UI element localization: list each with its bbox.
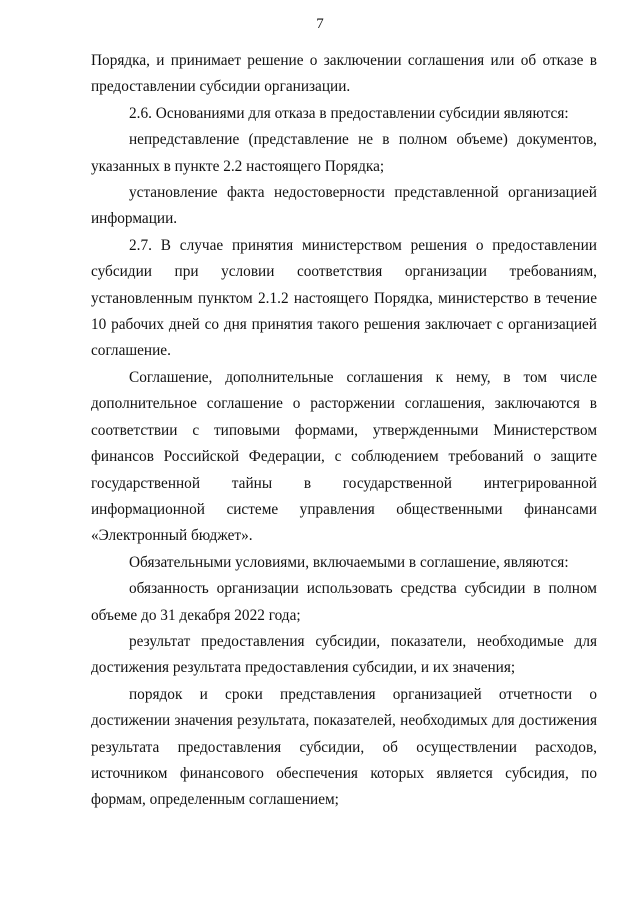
paragraph-mandatory-conditions: Обязательными условиями, включаемыми в соглашение, являются: — [129, 553, 569, 571]
paragraph-continuation: Порядка, и принимает решение о заключении соглашения или об отказе в предоставлении субсидии организации. — [91, 52, 597, 96]
paragraph-reporting-procedure: порядок и сроки представления организацией отчетности о достижении значения результата, показателей, необходимых для достижения результата предоставления субсидии, об осуществлении расходов, источником финансового обеспечения которых является субсидия, по формам, определенным соглашением; — [91, 685, 597, 809]
paragraph-agreement-forms: Соглашение, дополнительные соглашения к нему, в том числе дополнительное соглашение о расторжении соглашения, заключаются в соответствии с типовыми формами, утвержденными Министерством финансов Российской Федерации, с соблюдением требований о защите государственной тайны в государственной интегрированной информационной системе управления общественными финансами «Электронный бюджет». — [91, 368, 597, 545]
page-number: 7 — [316, 16, 324, 32]
paragraph-unreliable-info: установление факта недостоверности представленной организацией информации. — [91, 184, 597, 228]
paragraph-result-indicators: результат предоставления субсидии, показатели, необходимые для достижения результата предоставления субсидии, и их значения; — [91, 632, 597, 677]
paragraph-agreement-decision: 2.7. В случае принятия министерством решения о предоставлении субсидии при условии соответствия организации требованиям, установленным пунктом 2.1.2 настоящего Порядка, министерство в течение 10 рабочих дней со дня принятия такого решения заключает с организацией соглашение. — [91, 236, 597, 360]
paragraph-refusal-grounds: 2.6. Основаниями для отказа в предоставлении субсидии являются: — [129, 104, 569, 122]
paragraph-full-use-obligation: обязанность организации использовать средства субсидии в полном объеме до 31 декабря 2022 года; — [91, 580, 597, 624]
paragraph-non-submission: непредставление (представление не в полном объеме) документов, указанных в пункте 2.2 настоящего Порядка; — [91, 131, 597, 175]
document-body — [91, 48, 597, 814]
